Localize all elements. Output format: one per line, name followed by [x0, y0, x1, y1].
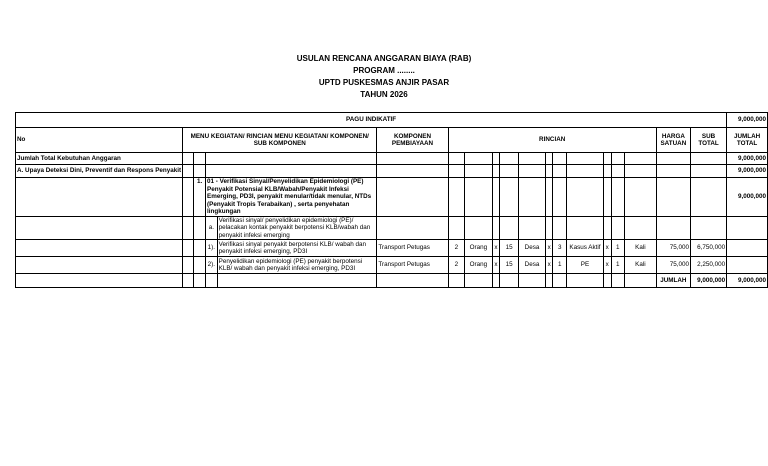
detail-times-1: x [492, 240, 500, 257]
detail-number: 1). [206, 240, 218, 257]
jumlah-total-value: 9,000,000 [727, 153, 768, 165]
footer-jumlah-label: JUMLAH [656, 274, 690, 288]
detail-qty-3: 1 [553, 257, 567, 274]
title-line-program: PROGRAM ........ [353, 66, 415, 75]
header-rincian: RINCIAN [448, 128, 656, 153]
header-no: No [16, 128, 183, 153]
detail-komponen: Transport Petugas [377, 240, 448, 257]
detail-unit-2: Desa [519, 240, 546, 257]
detail-sub-total: 6,750,000 [690, 240, 726, 257]
header-jumlah-total: JUMLAH TOTAL [727, 128, 768, 153]
title-line-tahun: TAHUN 2026 [360, 90, 408, 99]
detail-unit-3: PE [566, 257, 603, 274]
sub-a-number: a. [206, 216, 218, 240]
title-line-rab: USULAN RENCANA ANGGARAN BIAYA (RAB) [296, 54, 472, 63]
header-menu: MENU KEGIATAN/ RINCIAN MENU KEGIATAN/ KOMPONEN/ SUB KOMPONEN [183, 128, 377, 153]
detail-unit-3: Kasus Aktif [566, 240, 603, 257]
detail-label: Penyelidikan epidemiologi (PE) penyakit berpotensi KLB/ wabah dan penyakit infeksi emerging, PD3I [217, 257, 377, 274]
rab-table [15, 112, 768, 288]
pagu-row [16, 113, 768, 128]
detail-label: Verifikasi sinyal penyakit berpotensi KLB/ wabah dan penyakit infeksi emerging, PD3I [217, 240, 377, 257]
footer-jumlah-total: 9,000,000 [727, 274, 768, 288]
title-line-uptd: UPTD PUSKESMAS ANJIR PASAR [318, 78, 450, 87]
detail-qty-2: 15 [500, 257, 519, 274]
sub-a-label: Verifikasi sinyal/ penyelidikan epidemiologi (PE)/ pelacakan kontak penyakit berpotensi KLB/wabah dan penyakit infeksi emerging [217, 216, 377, 240]
detail-unit-4: Kali [625, 240, 657, 257]
section-a-label: A. Upaya Deteksi Dini, Preventif dan Respons Penyakit [16, 165, 183, 178]
pagu-label: PAGU INDIKATIF [16, 113, 727, 128]
detail-times-2: x [545, 257, 553, 274]
item-1-number: 1. [194, 178, 206, 217]
detail-unit-1: Orang [465, 240, 493, 257]
item-1-value: 9,000,000 [727, 178, 768, 217]
detail-qty-1: 2 [448, 257, 465, 274]
jumlah-total-row [16, 153, 768, 165]
header-sub-total: SUB TOTAL [690, 128, 726, 153]
detail-unit-4: Kali [625, 257, 657, 274]
jumlah-total-label: Jumlah Total Kebutuhan Anggaran [16, 153, 183, 165]
detail-harga-satuan: 75,000 [656, 240, 690, 257]
header-harga: HARGA SATUAN [656, 128, 690, 153]
detail-times-1: x [492, 257, 500, 274]
detail-times-3: x [603, 240, 611, 257]
detail-row [16, 240, 768, 257]
detail-harga-satuan: 75,000 [656, 257, 690, 274]
detail-row [16, 257, 768, 274]
detail-qty-4: 1 [611, 257, 625, 274]
detail-qty-3: 3 [553, 240, 567, 257]
item-1-label: 01 - Verifikasi Sinyal/Penyelidikan Epidemiologi (PE) Penyakit Potensial KLB/Wabah/Penyakit Infeksi Emerging, PD3I, penyakit menular/tidak menular, NTDs (Penyakit Tropis Terabaikan) , serta penyehatan lingkungan [206, 178, 377, 217]
footer-sub-total: 9,000,000 [690, 274, 726, 288]
jumlah-footer-row [16, 274, 768, 288]
detail-komponen: Transport Petugas [377, 257, 448, 274]
detail-number: 2). [206, 257, 218, 274]
detail-times-2: x [545, 240, 553, 257]
detail-qty-1: 2 [448, 240, 465, 257]
header-komponen: KOMPONEN PEMBIAYAAN [377, 128, 448, 153]
detail-unit-2: Desa [519, 257, 546, 274]
section-a-row [16, 165, 768, 178]
pagu-value: 9,000,000 [727, 113, 768, 128]
detail-sub-total: 2,250,000 [690, 257, 726, 274]
detail-qty-2: 15 [500, 240, 519, 257]
section-a-value: 9,000,000 [727, 165, 768, 178]
detail-qty-4: 1 [611, 240, 625, 257]
document-title [0, 53, 768, 101]
sub-a-row [16, 216, 768, 240]
column-header-row [16, 128, 768, 153]
detail-times-3: x [603, 257, 611, 274]
detail-unit-1: Orang [465, 257, 493, 274]
item-1-row [16, 178, 768, 217]
